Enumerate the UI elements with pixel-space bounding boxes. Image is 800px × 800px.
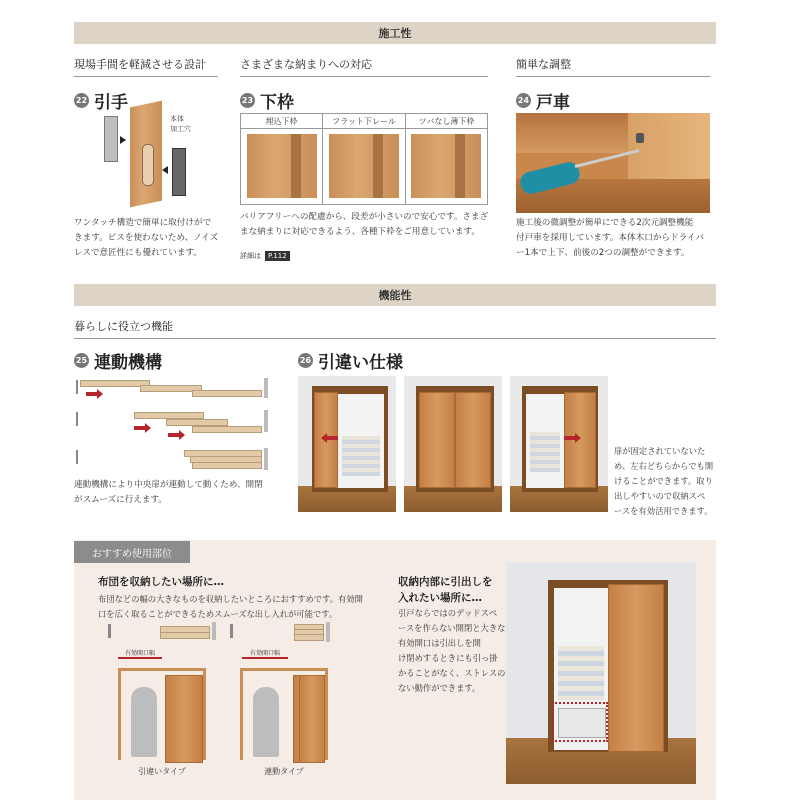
feature-26-title — [298, 348, 403, 373]
feature-number-badge: 23 — [240, 93, 255, 108]
recommend-a-text: 布団などの幅の大きなものを収納したいところにおすすめです。有効開 口を広く取ることができるためスムーズな出し入れが可能です。 — [98, 594, 363, 619]
sliding-photo-closed — [404, 376, 502, 512]
divider — [516, 76, 710, 77]
sliding-type-caption: 引違いタイプ — [138, 767, 186, 776]
col1-heading: 現場手間を軽減させる設計 — [74, 58, 206, 71]
function-heading: 暮らしに役立つ機能 — [74, 320, 173, 333]
sliding-plan-diagram — [108, 622, 218, 642]
feature-name: 下枠 — [260, 93, 294, 113]
sliding-photo-right-open — [510, 376, 608, 512]
feature-23-title — [240, 88, 294, 113]
col2-heading: さまざまな納まりへの対応 — [240, 58, 372, 71]
linked-mechanism-diagram — [74, 376, 274, 472]
section-bar-function: 機能性 — [74, 284, 716, 306]
linked-plan-diagram — [230, 622, 340, 642]
feature-number-badge: 24 — [516, 93, 531, 108]
detail-reference[interactable]: 詳細は P.112 — [240, 251, 290, 261]
linked-type-illustration — [240, 668, 328, 760]
linked-type-caption: 連動タイプ — [264, 767, 304, 776]
sill-comparison-table — [240, 113, 488, 205]
feature-24-text: 施工後の微調整が簡単にできる2次元調整機能 付戸車を採用しています。本体木口からドライバ ー1本で上下、前後の2つの調整ができます。 — [516, 218, 704, 258]
sliding-type-illustration — [118, 668, 206, 760]
feature-name: 引違い仕様 — [318, 353, 403, 373]
feature-number-badge: 22 — [74, 93, 89, 108]
sill-type-label: フラット下レール — [332, 117, 396, 126]
sill-type-label: 埋込下枠 — [265, 117, 298, 126]
feature-25-title — [74, 348, 162, 373]
feature-23-text: バリアフリーへの配慮から、段差が小さいので安心です。さまざ まな納まりに対応できるよう、各種下枠をご用意しています。 — [240, 212, 489, 237]
feature-26-text: 扉が固定されていないた め、左右どちらからでも開 けることができます。取り 出しやすいので収納スペ ースを有効活用できます。 — [614, 446, 714, 516]
sill-type-label: ツバなし薄下枠 — [418, 117, 475, 126]
roller-adjust-photo — [516, 113, 710, 213]
recommend-b-title: 収納内部に引出しを 入れたい場所に… — [398, 576, 493, 604]
feature-number-badge: 25 — [74, 353, 89, 368]
recommend-tag: おすすめ使用部位 — [74, 541, 190, 563]
section-bar-construction: 施工性 — [74, 22, 716, 44]
divider — [74, 338, 716, 339]
feature-22-text: ワンタッチ構造で簡単に取付けがで きます。ビスを使わないため、ノイズ レスで意匠性にも優れています。 — [74, 218, 219, 258]
col3-heading: 簡単な調整 — [516, 58, 571, 71]
feature-name: 戸車 — [536, 93, 570, 113]
closet-drawer-photo — [506, 562, 696, 784]
sill-photo — [329, 134, 399, 198]
feature-24-title — [516, 88, 570, 113]
sliding-photo-left-open — [298, 376, 396, 512]
recommend-b-text: 引戸ならではのデッドスペ ースを作らない開閉と大きな 有効開口は引出しを開 け閉めするときにも引っ掛 かることがなく、ストレスの ない動作ができます。 — [398, 608, 506, 693]
divider — [74, 76, 218, 77]
recommend-a-title: 布団を収納したい場所に… — [98, 576, 224, 588]
feature-name: 引手 — [94, 93, 128, 113]
sill-photo — [247, 134, 317, 198]
feature-name: 連動機構 — [94, 353, 162, 373]
opening-width-marker — [118, 657, 162, 659]
divider — [240, 76, 488, 77]
callout-label: 本体 加工穴 — [170, 115, 191, 133]
feature-number-badge: 26 — [298, 353, 313, 368]
opening-width-marker — [242, 657, 288, 659]
opening-width-label: 有効開口幅 — [249, 650, 280, 657]
feature-25-text: 連動機構により中央扉が連動して動くため、開閉 がスムーズに行えます。 — [74, 480, 263, 505]
pull-handle-illustration — [92, 100, 222, 204]
opening-width-label: 有効開口幅 — [124, 650, 155, 657]
sill-photo — [411, 134, 481, 198]
